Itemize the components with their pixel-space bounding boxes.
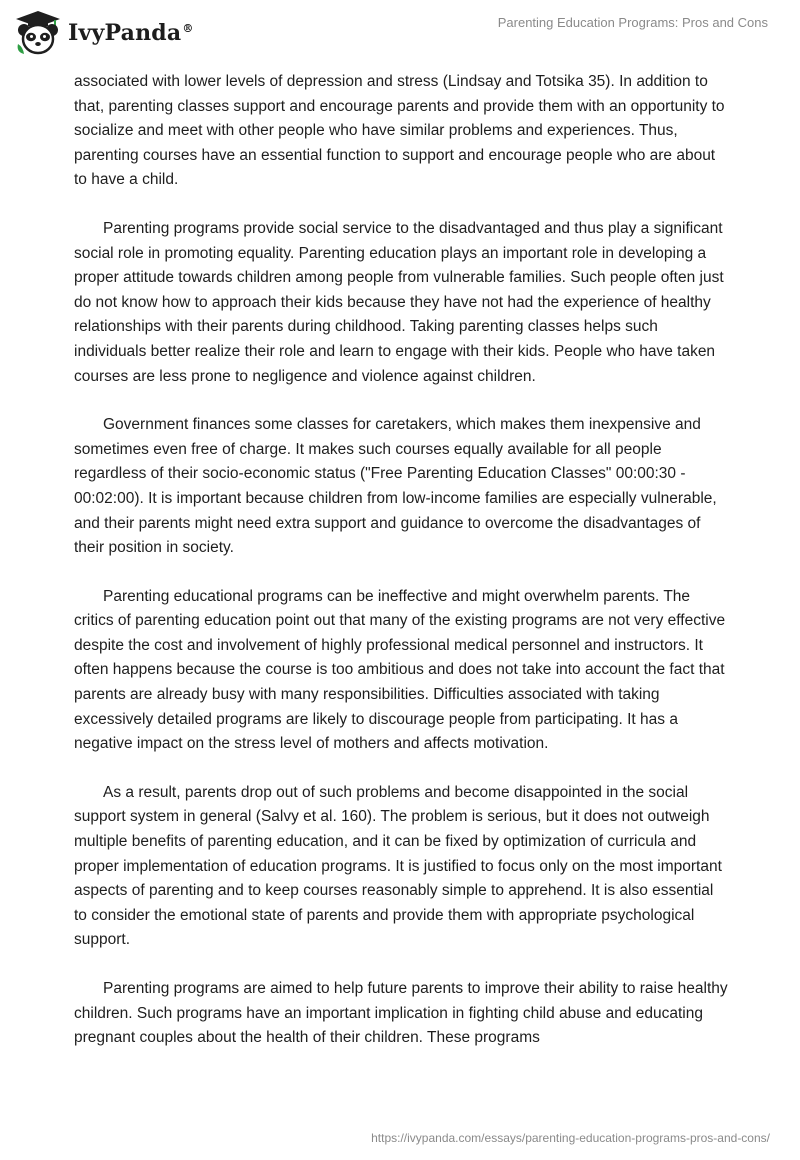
paragraph: Parenting educational programs can be ineffective and might overwhelm parents. The critics of parenting education point out that many of the existing programs are not very effective despite the cost and involvement of highly professional medical personnel and instructors. It often happens because the course is too ambitious and does not take into account the fact that parents are already busy with many responsibilities. Difficulties associated with taking excessively detailed programs are likely to discourage people from participating. It has a negative impact on the stress level of mothers and affects motivation. [74,587,726,753]
essay-body [74,70,728,1075]
ivypanda-logo[interactable] [14,8,194,58]
paragraph: As a result, parents drop out of such problems and become disappointed in the social support system in general (Salvy et al. 160). The problem is serious, but it does not outweigh multiple benefits of parenting education, and it can be fixed by optimization of curricula and proper implementation of education programs. It is justified to focus only on the most important aspects of parenting and to keep courses reasonably simple to apprehend. It is also essential to consider the emotional state of parents and provide them with appropriate psychological support. [74,783,722,949]
paragraph: Parenting programs are aimed to help future parents to improve their ability to raise healthy children. Such programs have an important implication in fighting child abuse and educating pregnant couples about the health of their children. These programs [74,980,728,1047]
source-url-link[interactable]: https://ivypanda.com/essays/parenting-education-programs-pros-and-cons/ [371,1131,770,1145]
brand-name: IvyPanda® [68,20,194,46]
paragraph: Parenting programs provide social service to the disadvantaged and thus play a significant social role in promoting equality. Parenting education plays an important role in developing a proper attitude towards children among people from vulnerable families. Such people often just do not know how to approach their kids because they have not had the experience of healthy relationships with their parents during childhood. Taking parenting classes helps such individuals better realize their role and learn to engage with their kids. People who have taken courses are less prone to negligence and violence against children. [74,219,724,385]
paragraph-continued: associated with lower levels of depression and stress (Lindsay and Totsika 35). In addition to that, parenting classes support and encourage parents and provide them with an opportunity to socialize and meet with other people who have similar problems and experiences. Thus, parenting courses have an essential function to support and encourage people who are about to have a child. [74,73,725,189]
paragraph: Government finances some classes for caretakers, which makes them inexpensive and sometimes even free of charge. It makes such courses equally available for all people regardless of their socio-economic status ("Free Parenting Education Classes" 00:00:30 - 00:02:00). It is important because children from low-income families are especially vulnerable, and their parents might need extra support and guidance to overcome the disadvantages of their position in society. [74,416,717,557]
document-title: Parenting Education Programs: Pros and Cons [497,15,768,30]
panda-graduate-icon [14,10,62,56]
registered-mark: ® [182,21,194,35]
page-header [0,0,800,64]
